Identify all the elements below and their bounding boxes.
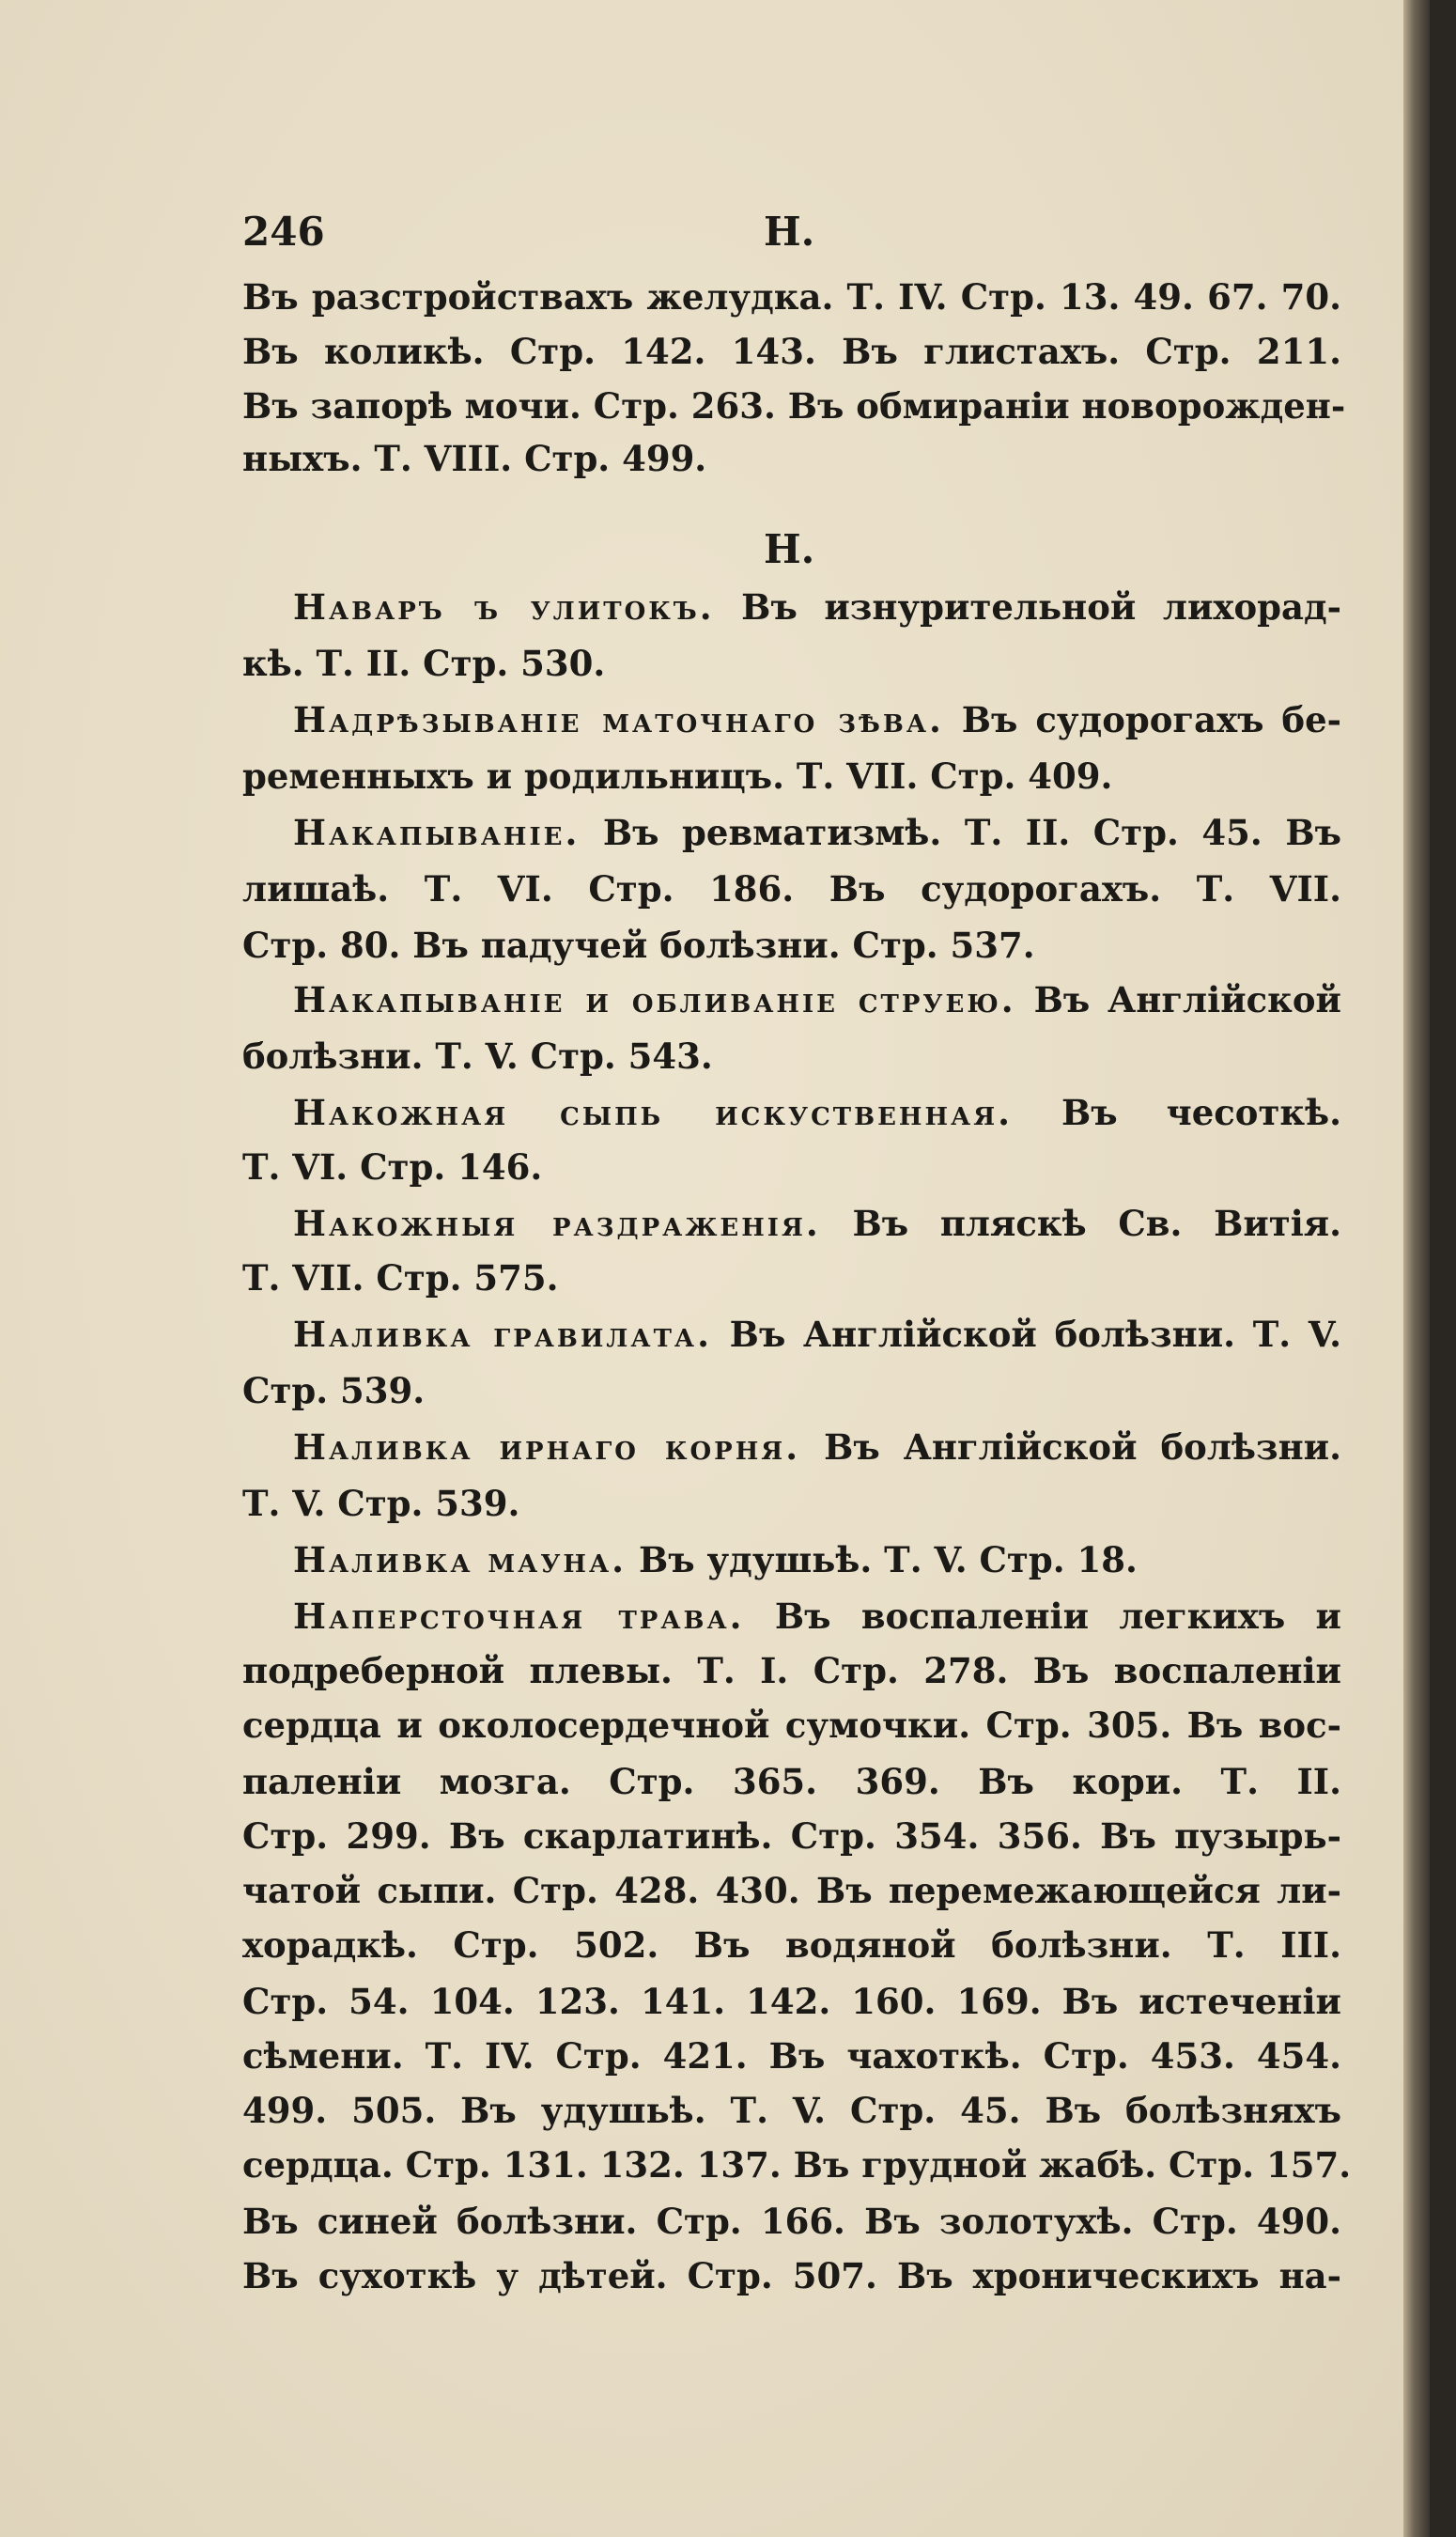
index-line <box>242 432 1341 485</box>
entry-text: паленiи мозга. Стр. 365. 369. Въ кори. Т. II. <box>242 1761 1341 1802</box>
entry-text: болѣзни. Т. V. Стр. 543. <box>242 1035 713 1077</box>
index-line <box>242 1919 1341 1971</box>
entry-text: сѣмени. Т. IV. Стр. 421. Въ чахоткѣ. Стр. 453. 454. <box>242 2035 1341 2077</box>
entry-headword: Наваръ ъ улитокъ. <box>293 586 715 628</box>
entry-text: Т. V. Стр. 539. <box>242 1483 520 1524</box>
index-line <box>242 325 1341 378</box>
index-line <box>242 2195 1341 2248</box>
entry-text: Стр. 539. <box>242 1370 426 1411</box>
index-line <box>293 1590 1341 1642</box>
index-line <box>293 973 1341 1026</box>
entry-text: Въ Англiйской болѣзни. <box>800 1426 1341 1468</box>
entry-text: Стр. 54. 104. 123. 141. 142. 160. 169. Въ истеченiи <box>242 1981 1341 2022</box>
index-line <box>242 1975 1341 2028</box>
entry-text: подреберной плевы. Т. I. Стр. 278. Въ воспаленiи <box>242 1650 1341 1691</box>
index-line <box>293 581 1341 633</box>
index-line <box>242 919 1341 972</box>
entry-text: Въ пляскѣ Св. Витiя. <box>820 1203 1341 1244</box>
entry-text: лишаѣ. Т. VI. Стр. 186. Въ судорогахъ. Т. VII. <box>242 868 1341 910</box>
index-line <box>293 1533 1341 1586</box>
entry-text: Въ изнурительной лихорад- <box>714 586 1342 628</box>
index-line <box>242 1755 1341 1808</box>
index-line <box>242 1477 1341 1530</box>
index-line <box>242 1252 1341 1304</box>
index-line <box>242 750 1341 802</box>
entry-text: Въ Англiйской болѣзни. Т. V. <box>711 1314 1341 1355</box>
index-line <box>242 1141 1341 1193</box>
entry-headword: Накожная сыпь искуственная. <box>293 1092 1014 1133</box>
index-line <box>242 380 1346 432</box>
entry-text: Въ чесоткѣ. <box>1013 1092 1341 1133</box>
entry-text: сердца и околосердечной сумочки. Стр. 305. Въ вос- <box>242 1704 1341 1746</box>
entry-text: Стр. 80. Въ падучей болѣзни. Стр. 537. <box>242 925 1035 966</box>
entry-text: Въ запорѣ мочи. Стр. 263. Въ обмиранiи новорожден- <box>242 385 1346 427</box>
page-number: 246 <box>242 209 325 255</box>
entry-text: 499. 505. Въ удушьѣ. Т. V. Стр. 45. Въ болѣзняхъ <box>242 2090 1341 2131</box>
index-line <box>242 1864 1341 1917</box>
entry-text: Въ судорогахъ бе- <box>943 699 1341 740</box>
entry-headword: Накапыванiе и обливанiе струею. <box>293 979 1016 1020</box>
entry-text: Въ коликѣ. Стр. 142. 143. Въ глистахъ. Стр. 211. <box>242 331 1341 372</box>
index-line <box>242 2030 1341 2082</box>
section-letter: Н. <box>764 526 815 572</box>
entry-text: хорадкѣ. Стр. 502. Въ водяной болѣзни. Т. III. <box>242 1924 1341 1966</box>
index-line <box>242 271 1341 323</box>
index-line <box>242 863 1341 915</box>
entry-headword: Наливка мауна. <box>293 1539 627 1580</box>
entry-headword: Накапыванiе. <box>293 812 581 853</box>
entry-text: сердца. Стр. 131. 132. 137. Въ грудной жабѣ. Стр. 157. <box>242 2144 1352 2186</box>
page-edge-shadow <box>1403 0 1430 2537</box>
entry-headword: Наперсточная трава. <box>293 1595 745 1637</box>
entry-text: Т. VII. Стр. 575. <box>242 1257 559 1299</box>
index-line <box>293 1308 1341 1361</box>
entry-text: Въ воспаленiи легкихъ и <box>744 1595 1341 1637</box>
entry-headword: Наливка гравилата. <box>293 1314 712 1355</box>
index-line <box>293 1197 1341 1250</box>
index-line <box>293 1086 1341 1139</box>
entry-text: кѣ. Т. II. Стр. 530. <box>242 643 606 684</box>
entry-text: Т. VI. Стр. 146. <box>242 1146 543 1188</box>
running-header <box>242 209 1341 261</box>
entry-text: Въ разстройствахъ желудка. Т. IV. Стр. 13. 49. 67. 70. <box>242 276 1341 318</box>
entry-text: Въ синей болѣзни. Стр. 166. Въ золотухѣ. Стр. 490. <box>242 2201 1341 2242</box>
entry-text: Въ удушьѣ. Т. V. Стр. 18. <box>627 1539 1138 1580</box>
entry-headword: Накожныя раздраженiя. <box>293 1203 821 1244</box>
entry-text: Въ ревматизмѣ. Т. II. Стр. 45. Въ <box>580 812 1341 853</box>
index-line <box>293 806 1341 859</box>
index-line <box>242 2084 1341 2137</box>
index-line <box>293 693 1341 746</box>
entry-text: ременныхъ и родильницъ. Т. VII. Стр. 409. <box>242 755 1113 797</box>
entry-text: Стр. 299. Въ скарлатинѣ. Стр. 354. 356. Въ пузырь- <box>242 1815 1341 1857</box>
entry-text: Въ Англiйской <box>1015 979 1342 1020</box>
index-line <box>242 2249 1341 2302</box>
index-line <box>242 1030 1341 1082</box>
index-line <box>242 1810 1341 1862</box>
index-line <box>242 1699 1341 1751</box>
index-line <box>293 1421 1341 1473</box>
entry-text: чатой сыпи. Стр. 428. 430. Въ перемежающейся ли- <box>242 1870 1341 1911</box>
index-line <box>242 1364 1341 1417</box>
header-letter: Н. <box>764 209 815 255</box>
index-line <box>242 1644 1341 1697</box>
entry-text: ныхъ. Т. VIII. Стр. 499. <box>242 438 707 479</box>
entry-headword: Наливка ирнаго корня. <box>293 1426 801 1468</box>
entry-text: Въ сухоткѣ у дѣтей. Стр. 507. Въ хроническихъ на- <box>242 2255 1341 2296</box>
entry-headword: Надрѣзыванiе маточнаго зѣва. <box>293 699 944 740</box>
index-line <box>242 2139 1352 2191</box>
index-line <box>242 637 1341 690</box>
